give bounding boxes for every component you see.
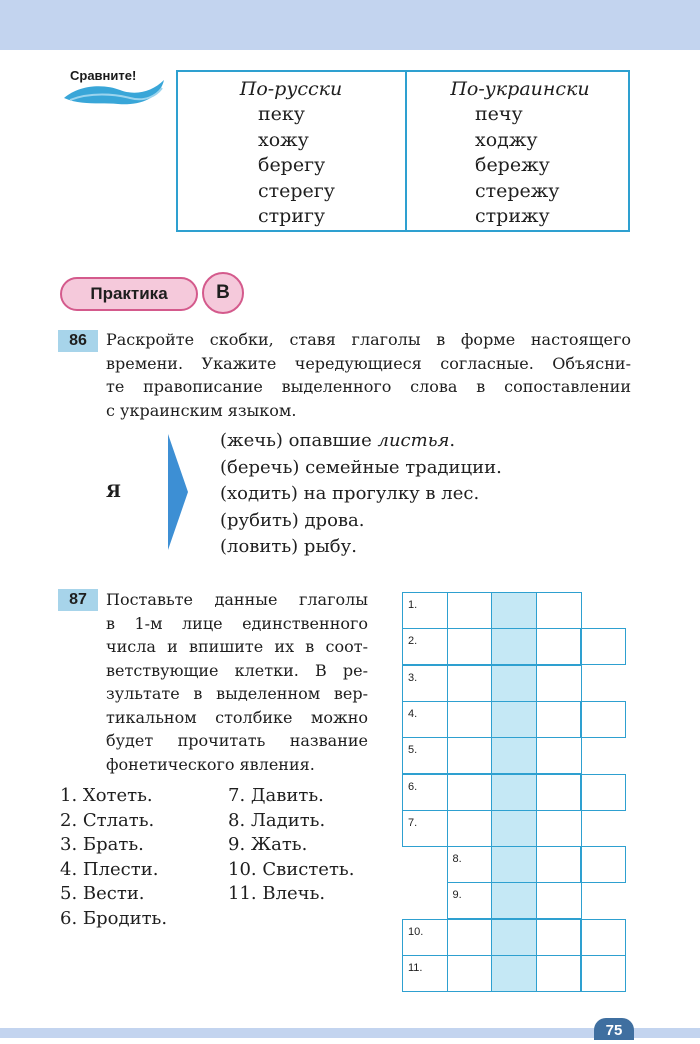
crossword-cell[interactable] [447,919,493,956]
compare-badge [60,66,168,106]
russian-word: стерегу [258,179,335,202]
phrase-item: (ловить) рыбу. [220,536,357,557]
verb-item: 9. Жать. [228,834,308,855]
crossword-cell[interactable] [491,665,537,702]
crossword-cell[interactable] [536,919,582,956]
crossword-cell[interactable] [447,665,493,702]
crossword-cell[interactable] [491,955,537,992]
crossword-row-number: 5. [408,744,418,757]
crossword-row-number: 1. [408,599,418,611]
crossword-cell[interactable] [447,628,493,665]
task-line: Раскройте скобки, ставя глаголы в форме настоящего [106,330,631,349]
practice-section-title: Практика [60,277,198,311]
crossword-cell[interactable] [491,774,537,811]
exercise-86-task [106,328,631,422]
crossword-cell[interactable] [447,955,493,992]
russian-word: стригу [258,205,326,227]
chevron-right-icon [166,434,190,550]
russian-header: По-русски [239,78,343,100]
top-banner [0,0,700,50]
ukrainian-column [407,76,633,230]
crossword-cell[interactable] [447,737,493,774]
comparison-table [176,70,630,232]
crossword-cell-numbered[interactable] [402,592,448,629]
task-line: те правописание выделенного слова в сопоставлении [106,377,631,396]
task-line: Поставьте данные глаголы [106,590,368,609]
phrase-item: (беречь) семейные традиции. [220,456,502,478]
crossword-cell[interactable] [536,846,582,883]
crossword-cell-numbered[interactable] [402,810,448,847]
page-number: 75 [594,1018,634,1040]
verb-item: 10. Свистеть. [228,858,355,880]
crossword-row-number: 10. [408,925,424,938]
crossword-cell[interactable] [536,701,582,738]
crossword-cell[interactable] [580,628,626,665]
crossword-cell[interactable] [491,701,537,738]
crossword-cell[interactable] [491,592,537,629]
crossword-cell[interactable] [580,701,626,738]
russian-word: берегу [258,154,326,176]
crossword-cell-numbered[interactable] [402,774,448,811]
crossword-cell-numbered[interactable] [402,628,448,665]
compare-label: Сравните! [70,68,137,83]
phrase-item: (ходить) на прогулку в лес. [220,483,480,504]
crossword-cell[interactable] [536,628,582,665]
ukrainian-header: По-украински [450,78,590,100]
crossword-cell-numbered[interactable] [402,701,448,738]
crossword-row-number: 9. [452,889,462,902]
crossword-row-number: 11. [408,962,423,974]
verb-item: 6. Бродить. [60,907,168,929]
russian-word: пеку [258,103,305,125]
crossword-cell-numbered[interactable] [447,882,493,919]
phrase-item: (рубить) дрова. [220,509,365,531]
crossword-cell[interactable] [447,701,493,738]
task-line: фонетического явления. [106,754,315,774]
task-line: ветствующие клетки. В ре- [106,660,368,680]
ukrainian-word: стережу [475,179,560,202]
crossword-row-number: 8. [452,853,462,866]
crossword-cell[interactable] [491,737,537,774]
crossword-cell[interactable] [536,955,582,992]
verb-item: 3. Брать. [60,834,144,855]
crossword-cell-numbered[interactable] [447,846,493,883]
russian-column [178,76,404,230]
crossword-cell[interactable] [536,774,582,811]
task-line: времени. Укажите чередующиеся согласные. Объясни- [106,353,631,373]
crossword-cell[interactable] [536,665,582,702]
crossword-cell[interactable] [580,774,626,811]
exercise-87-number: 87 [58,589,98,611]
ukrainian-word: ходжу [475,128,538,151]
verb-item: 7. Давить. [228,785,324,806]
russian-word: хожу [258,128,309,151]
crossword-cell-numbered[interactable] [402,919,448,956]
verb-item: 2. Стлать. [60,809,155,831]
crossword-cell[interactable] [580,919,626,956]
crossword-cell[interactable] [536,882,582,919]
crossword-cell-numbered[interactable] [402,955,448,992]
phrase-item: (жечь) опавшие листья. [220,430,456,451]
crossword-row-number: 4. [408,707,418,720]
exercise-87-task [106,588,368,776]
crossword-cell[interactable] [491,919,537,956]
crossword-cell-numbered[interactable] [402,737,448,774]
verb-item: 11. Влечь. [228,883,326,904]
task-line: в 1-м лице единственного [106,613,368,633]
ukrainian-word: бережу [475,154,550,176]
crossword-cell[interactable] [491,628,537,665]
crossword-cell[interactable] [536,810,582,847]
verb-item: 5. Вести. [60,883,145,904]
crossword-cell[interactable] [447,592,493,629]
task-line: будет прочитать название [106,731,368,750]
crossword-cell[interactable] [536,592,582,629]
ukrainian-word: печу [475,103,523,125]
task-line: числа и впишите их в соот- [106,637,368,656]
phrase-list [220,428,502,561]
verb-item: 1. Хотеть. [60,785,153,806]
crossword-cell[interactable] [536,737,582,774]
task-line: зультате в выделенном вер- [106,684,368,703]
crossword-cell[interactable] [580,846,626,883]
exercise-86-number: 86 [58,330,98,352]
crossword-row-number: 6. [408,780,418,793]
crossword-cell[interactable] [447,810,493,847]
pronoun-ya: Я [106,482,121,502]
crossword-cell[interactable] [491,846,537,883]
crossword-cell[interactable] [447,774,493,811]
ukrainian-word: стрижу [475,205,550,227]
verb-item: 4. Плести. [60,858,159,880]
task-line: с украинским языком. [106,400,297,420]
crossword-cell-numbered[interactable] [402,665,448,702]
level-badge: В [202,272,244,314]
task-line: тикальном столбике можно [106,707,368,727]
verb-item: 8. Ладить. [228,809,326,831]
crossword-cell[interactable] [491,810,537,847]
crossword-cell[interactable] [491,882,537,919]
crossword-row-number: 3. [408,671,418,684]
crossword-row-number: 7. [408,816,418,829]
crossword-row-number: 2. [408,635,418,648]
crossword-cell[interactable] [580,955,626,992]
